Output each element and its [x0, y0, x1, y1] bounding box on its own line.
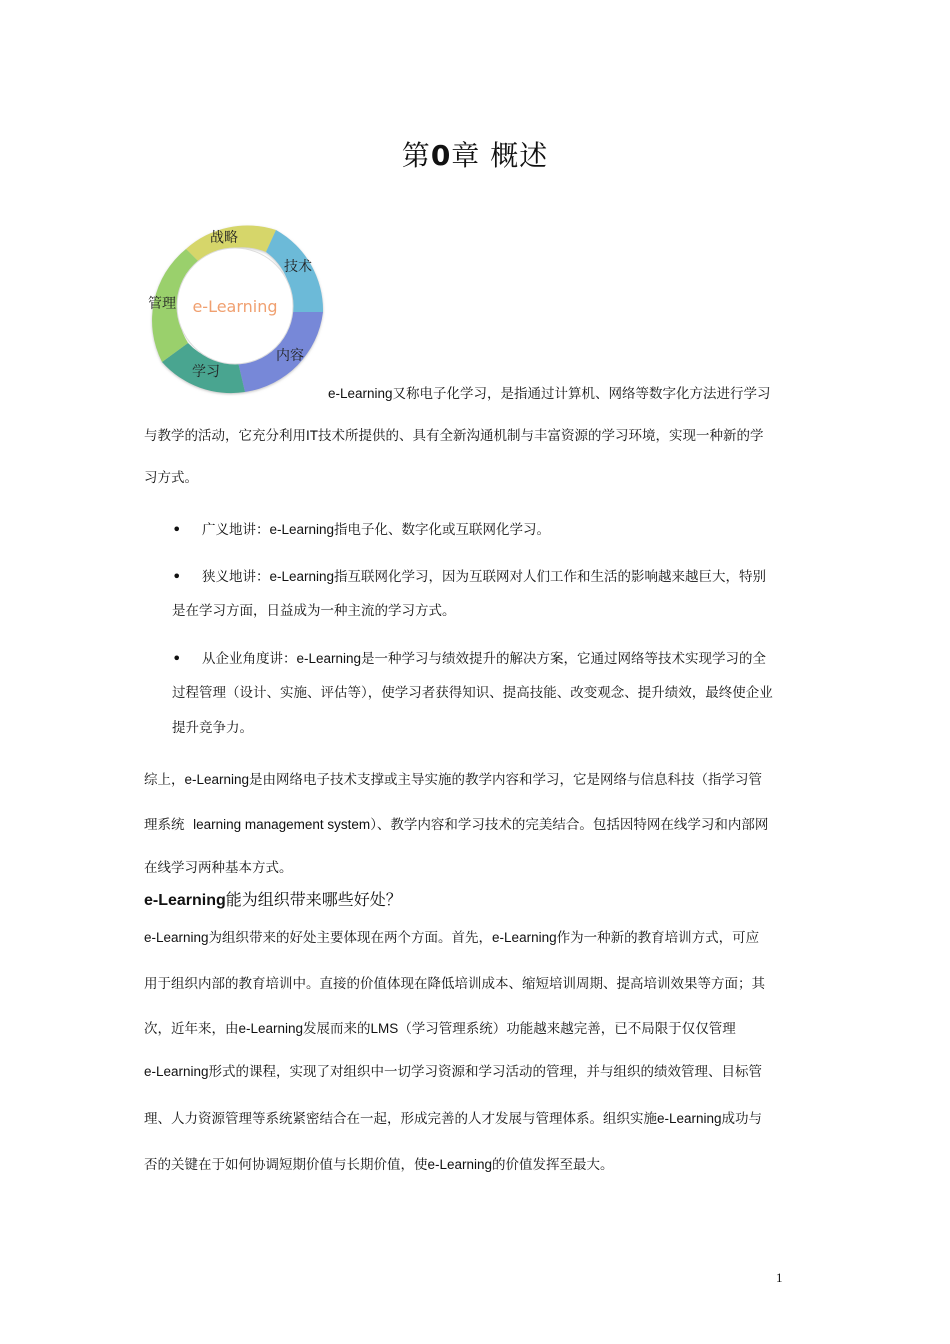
elearning-cycle-diagram: [140, 212, 332, 402]
bullet-marker: •: [172, 567, 182, 586]
body-line-6: 否的关键在于如何协调短期价值与长期价值，使e-Learning的价值发挥至最大。: [144, 1157, 614, 1173]
body-line-2: 用于组织内部的教育培训中。直接的价值体现在降低培训成本、缩短培训周期、提高培训效果等方面；其: [144, 976, 765, 992]
chapter-title: 第0章 概述: [401, 139, 549, 172]
label-strategy: 战略: [210, 230, 238, 246]
intro-line-1: e-Learning又称电子化学习，是指通过计算机、网络等数字化方法进行学习: [328, 386, 771, 402]
section-heading: e-Learning能为组织带来哪些好处？: [144, 890, 402, 909]
body-line-4: e-Learning形式的课程，实现了对组织中一切学习资源和学习活动的管理，并与组织的绩效管理、目标管: [144, 1064, 763, 1080]
bullet-3-line-3: 提升竞争力。: [172, 720, 253, 736]
summary-line-2: 理系统 learning management system）、教学内容和学习技术的完美结合。包括因特网在线学习和内部网: [144, 817, 769, 833]
bullet-2-line-1: 狭义地讲：e-Learning指互联网化学习，因为互联网对人们工作和生活的影响越来越巨大，特别: [202, 569, 767, 585]
intro-line-2: 与教学的活动，它充分利用IT技术所提供的、具有全新沟通机制与丰富资源的学习环境，实现一种新的学: [144, 428, 764, 444]
intro-line-3: 习方式。: [144, 470, 198, 486]
bullet-2-line-2: 是在学习方面，日益成为一种主流的学习方式。: [172, 603, 456, 619]
bullet-1-line-1: 广义地讲：e-Learning指电子化、数字化或互联网化学习。: [202, 522, 551, 538]
label-content: 内容: [276, 348, 304, 364]
bullet-3-line-2: 过程管理（设计、实施、评估等），使学习者获得知识、提高技能、改变观念、提升绩效，最终使企业: [172, 685, 773, 701]
summary-line-1: 综上，e-Learning是由网络电子技术支撑或主导实施的教学内容和学习，它是网络与信息科技（指学习管: [144, 772, 763, 788]
label-management: 管理: [148, 296, 176, 312]
body-line-5: 理、人力资源管理等系统紧密结合在一起，形成完善的人才发展与管理体系。组织实施e-Learning成功与: [144, 1111, 763, 1127]
body-line-1: e-Learning为组织带来的好处主要体现在两个方面。首先，e-Learning作为一种新的教育培训方式，可应: [144, 930, 760, 946]
diagram-center-label: e-Learning: [192, 297, 278, 316]
page-number: 1: [776, 1270, 783, 1285]
bullet-marker: •: [172, 649, 182, 668]
bullet-marker: •: [172, 520, 182, 539]
body-line-3: 次，近年来，由e-Learning发展而来的LMS（学习管理系统）功能越来越完善，已不局限于仅仅管理: [144, 1021, 736, 1037]
label-learning: 学习: [192, 364, 220, 380]
bullet-3-line-1: 从企业角度讲：e-Learning是一种学习与绩效提升的解决方案，它通过网络等技术实现学习的全: [202, 651, 767, 667]
label-technology: 技术: [284, 259, 312, 275]
summary-line-3: 在线学习两种基本方式。: [144, 860, 293, 876]
